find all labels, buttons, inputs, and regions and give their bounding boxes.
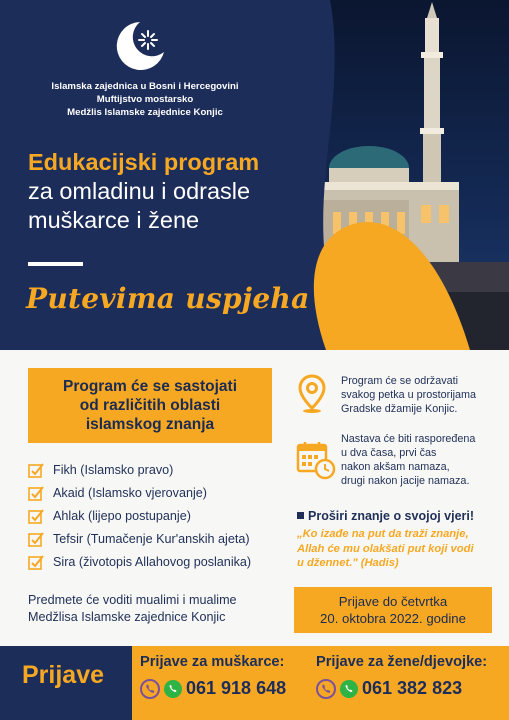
calendar-clock-icon: [296, 440, 336, 480]
schedule-info: [341, 432, 501, 488]
men-phone-number: 061 918 648: [186, 678, 287, 698]
program-line-3: islamskog znanja: [85, 416, 215, 433]
deadline-box: [294, 587, 492, 633]
check-icon: [28, 508, 44, 524]
org-line-3: Medžlis Islamske zajednice Konjic: [67, 107, 223, 118]
program-summary-box: [28, 368, 272, 443]
organization-name: [30, 80, 260, 119]
extend-knowledge-heading: [297, 509, 507, 523]
registration-label: Prijave: [22, 661, 105, 689]
hadith-line-3: u džennet." (Hadis): [297, 557, 399, 570]
teachers-line-1: Predmete će voditi mualimi i mualime: [28, 593, 237, 607]
women-phone-number: 061 382 823: [362, 678, 463, 698]
list-item: [28, 458, 298, 481]
org-line-1: Islamska zajednica u Bosni i Hercegovini: [51, 81, 239, 92]
program-title: Putevima uspjeha: [26, 282, 310, 315]
men-phone-contact[interactable]: [140, 678, 286, 699]
check-icon: [28, 554, 44, 570]
whatsapp-icon: [163, 679, 183, 699]
topic-label: Sira (životopis Allahovog poslanika): [53, 554, 252, 569]
check-icon: [28, 531, 44, 547]
location-info: [341, 374, 501, 416]
hadith-quote: [297, 527, 505, 571]
schedule-line-1: Nastava će biti raspoređena: [341, 433, 476, 445]
topic-list: [28, 458, 298, 573]
bullet-square: [297, 512, 304, 519]
topic-label: Akaid (Islamsko vjerovanje): [53, 485, 207, 500]
check-icon: [28, 485, 44, 501]
org-line-2: Muftijstvo mostarsko: [96, 94, 194, 105]
hadith-line-2: Allah će mu olakšati put koji vodi: [297, 542, 474, 555]
women-phone-contact[interactable]: [316, 678, 462, 699]
schedule-line-3: nakon akšam namaza,: [341, 461, 450, 473]
schedule-line-2: u dva časa, prvi čas: [341, 447, 437, 459]
program-line-1: Program će se sastojati: [62, 378, 238, 395]
whatsapp-icon: [339, 679, 359, 699]
divider: [28, 262, 83, 266]
teachers-line-2: Medžlisa Islamske zajednice Konjic: [28, 610, 226, 624]
women-registration-heading: Prijave za žene/djevojke:: [316, 654, 488, 670]
topic-label: Tefsir (Tumačenje Kur'anskih ajeta): [53, 531, 250, 546]
program-line-2: od različitih oblasti: [79, 397, 221, 414]
location-pin-icon: [298, 374, 326, 414]
schedule-line-4: drugi nakon jacije namaza.: [341, 475, 470, 487]
list-item: [28, 550, 298, 573]
teachers-note: [28, 592, 298, 626]
location-line-3: Gradske džamije Konjic.: [341, 403, 458, 415]
list-item: [28, 527, 298, 550]
crescent-logo-icon: [112, 18, 168, 74]
headline-line-3: muškarce i žene: [28, 207, 200, 233]
viber-icon: [316, 679, 336, 699]
deadline-line-2: 20. oktobra 2022. godine: [320, 611, 466, 626]
hadith-line-1: „Ko izađe na put da traži znanje,: [297, 528, 469, 540]
viber-icon: [140, 679, 160, 699]
list-item: [28, 481, 298, 504]
topic-label: Fikh (Islamsko pravo): [53, 462, 174, 477]
hero-section: [0, 0, 509, 350]
headline-line-1: Edukacijski program: [28, 149, 260, 175]
location-line-1: Program će se održavati: [341, 375, 459, 387]
list-item: [28, 504, 298, 527]
deadline-line-1: Prijave do četvrtka: [338, 594, 448, 609]
headline-line-2: za omladinu i odrasle: [28, 178, 251, 204]
location-line-2: svakog petka u prostorijama: [341, 389, 477, 401]
program-headline: [28, 148, 318, 235]
check-icon: [28, 462, 44, 478]
men-registration-heading: Prijave za muškarce:: [140, 654, 285, 670]
topic-label: Ahlak (lijepo postupanje): [53, 508, 191, 523]
extend-text: Proširi znanje o svojoj vjeri!: [308, 509, 475, 523]
